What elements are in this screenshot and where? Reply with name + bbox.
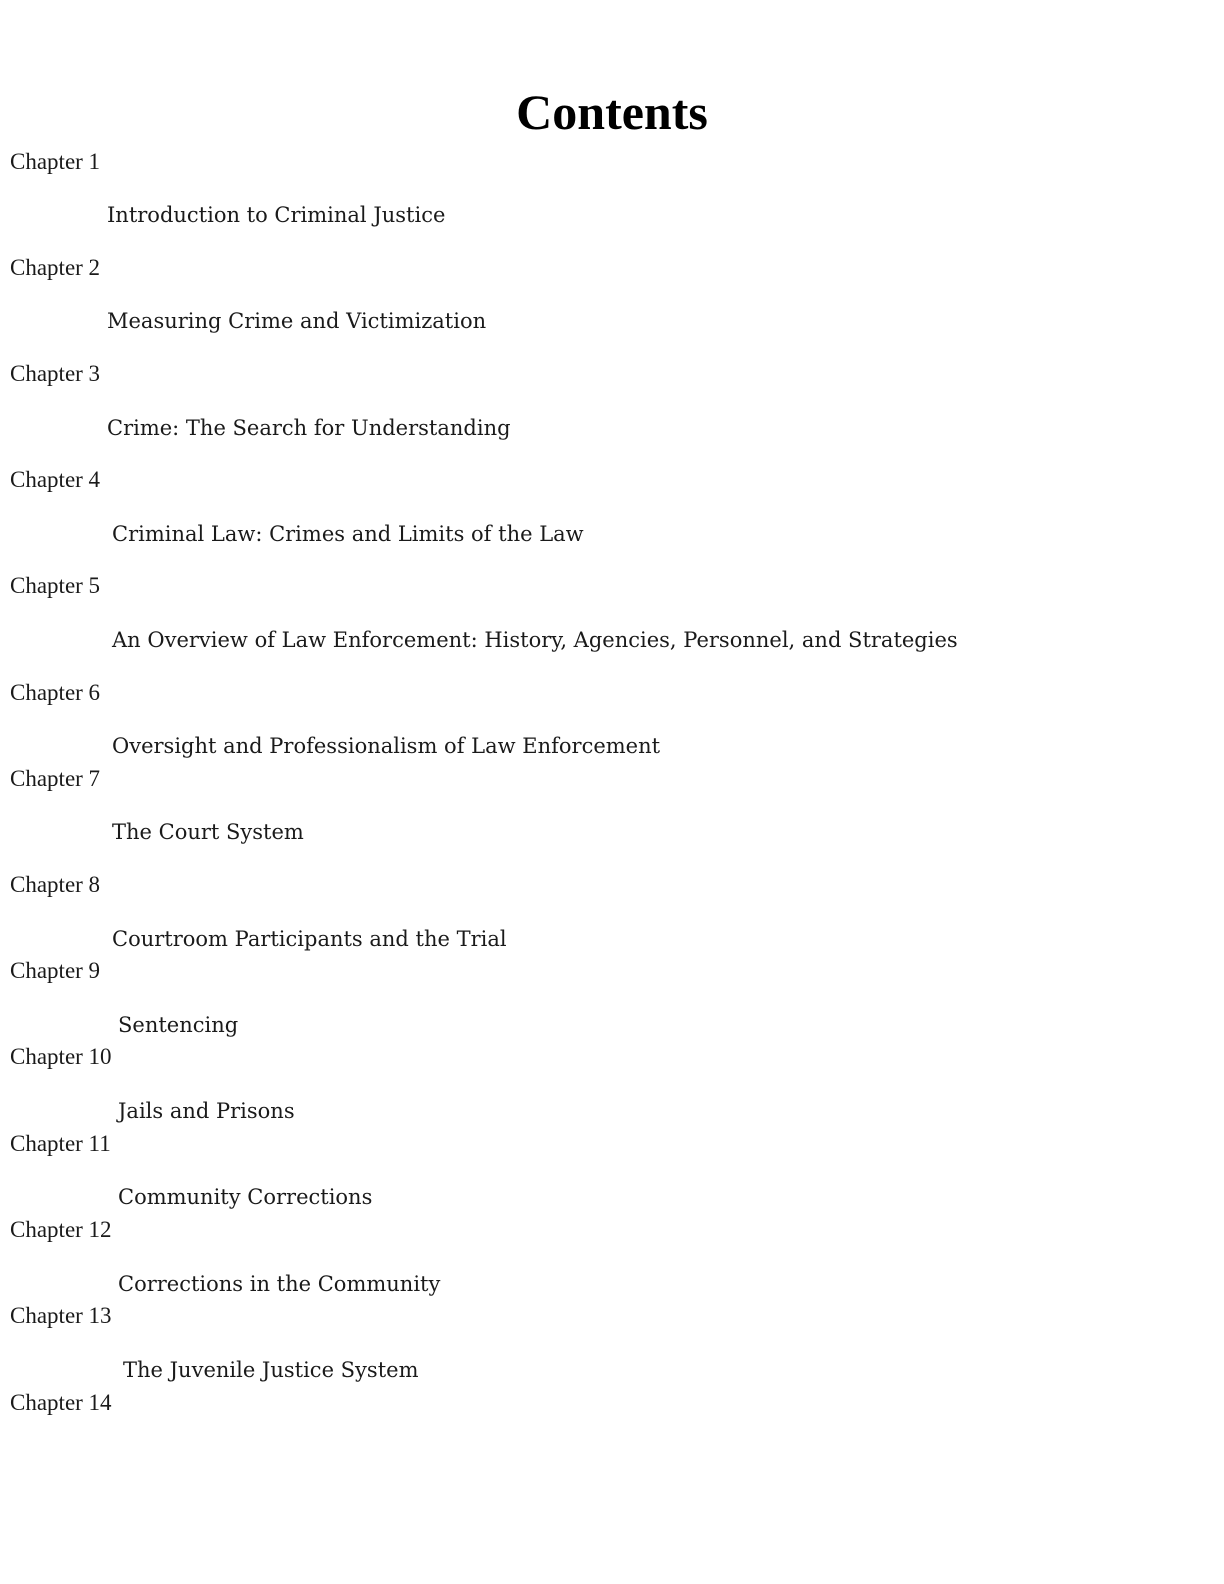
chapter-title: An Overview of Law Enforcement: History, Agencies, Personnel, and Strategies (112, 628, 958, 652)
chapter-label: Chapter 3 (10, 361, 101, 386)
chapter-label: Chapter 14 (10, 1390, 112, 1415)
chapter-title: Criminal Law: Crimes and Limits of the Law (112, 522, 584, 546)
chapter-label: Chapter 9 (10, 958, 101, 983)
chapter-label: Chapter 1 (10, 149, 101, 174)
chapter-title: Crime: The Search for Understanding (107, 416, 511, 440)
page-title: Contents (516, 84, 708, 140)
chapter-label: Chapter 5 (10, 573, 101, 598)
chapter-title: Jails and Prisons (118, 1099, 295, 1123)
chapter-title: The Court System (112, 820, 304, 844)
chapter-label: Chapter 4 (10, 467, 101, 492)
chapter-title: The Juvenile Justice System (123, 1358, 419, 1382)
chapter-label: Chapter 8 (10, 872, 101, 897)
chapter-title: Oversight and Professionalism of Law Enforcement (112, 734, 661, 758)
chapter-title: Courtroom Participants and the Trial (112, 927, 507, 951)
chapter-label: Chapter 6 (10, 680, 101, 705)
chapter-label: Chapter 2 (10, 255, 101, 280)
chapter-title: Corrections in the Community (118, 1272, 441, 1296)
chapter-title: Measuring Crime and Victimization (107, 309, 487, 333)
chapter-title: Community Corrections (118, 1185, 373, 1209)
chapter-title: Sentencing (118, 1013, 239, 1037)
chapter-label: Chapter 13 (10, 1303, 112, 1328)
chapter-label: Chapter 7 (10, 766, 101, 791)
chapter-label: Chapter 10 (10, 1044, 112, 1069)
chapter-title: Introduction to Criminal Justice (107, 203, 446, 227)
chapter-label: Chapter 12 (10, 1217, 112, 1242)
chapter-label: Chapter 11 (10, 1131, 111, 1156)
